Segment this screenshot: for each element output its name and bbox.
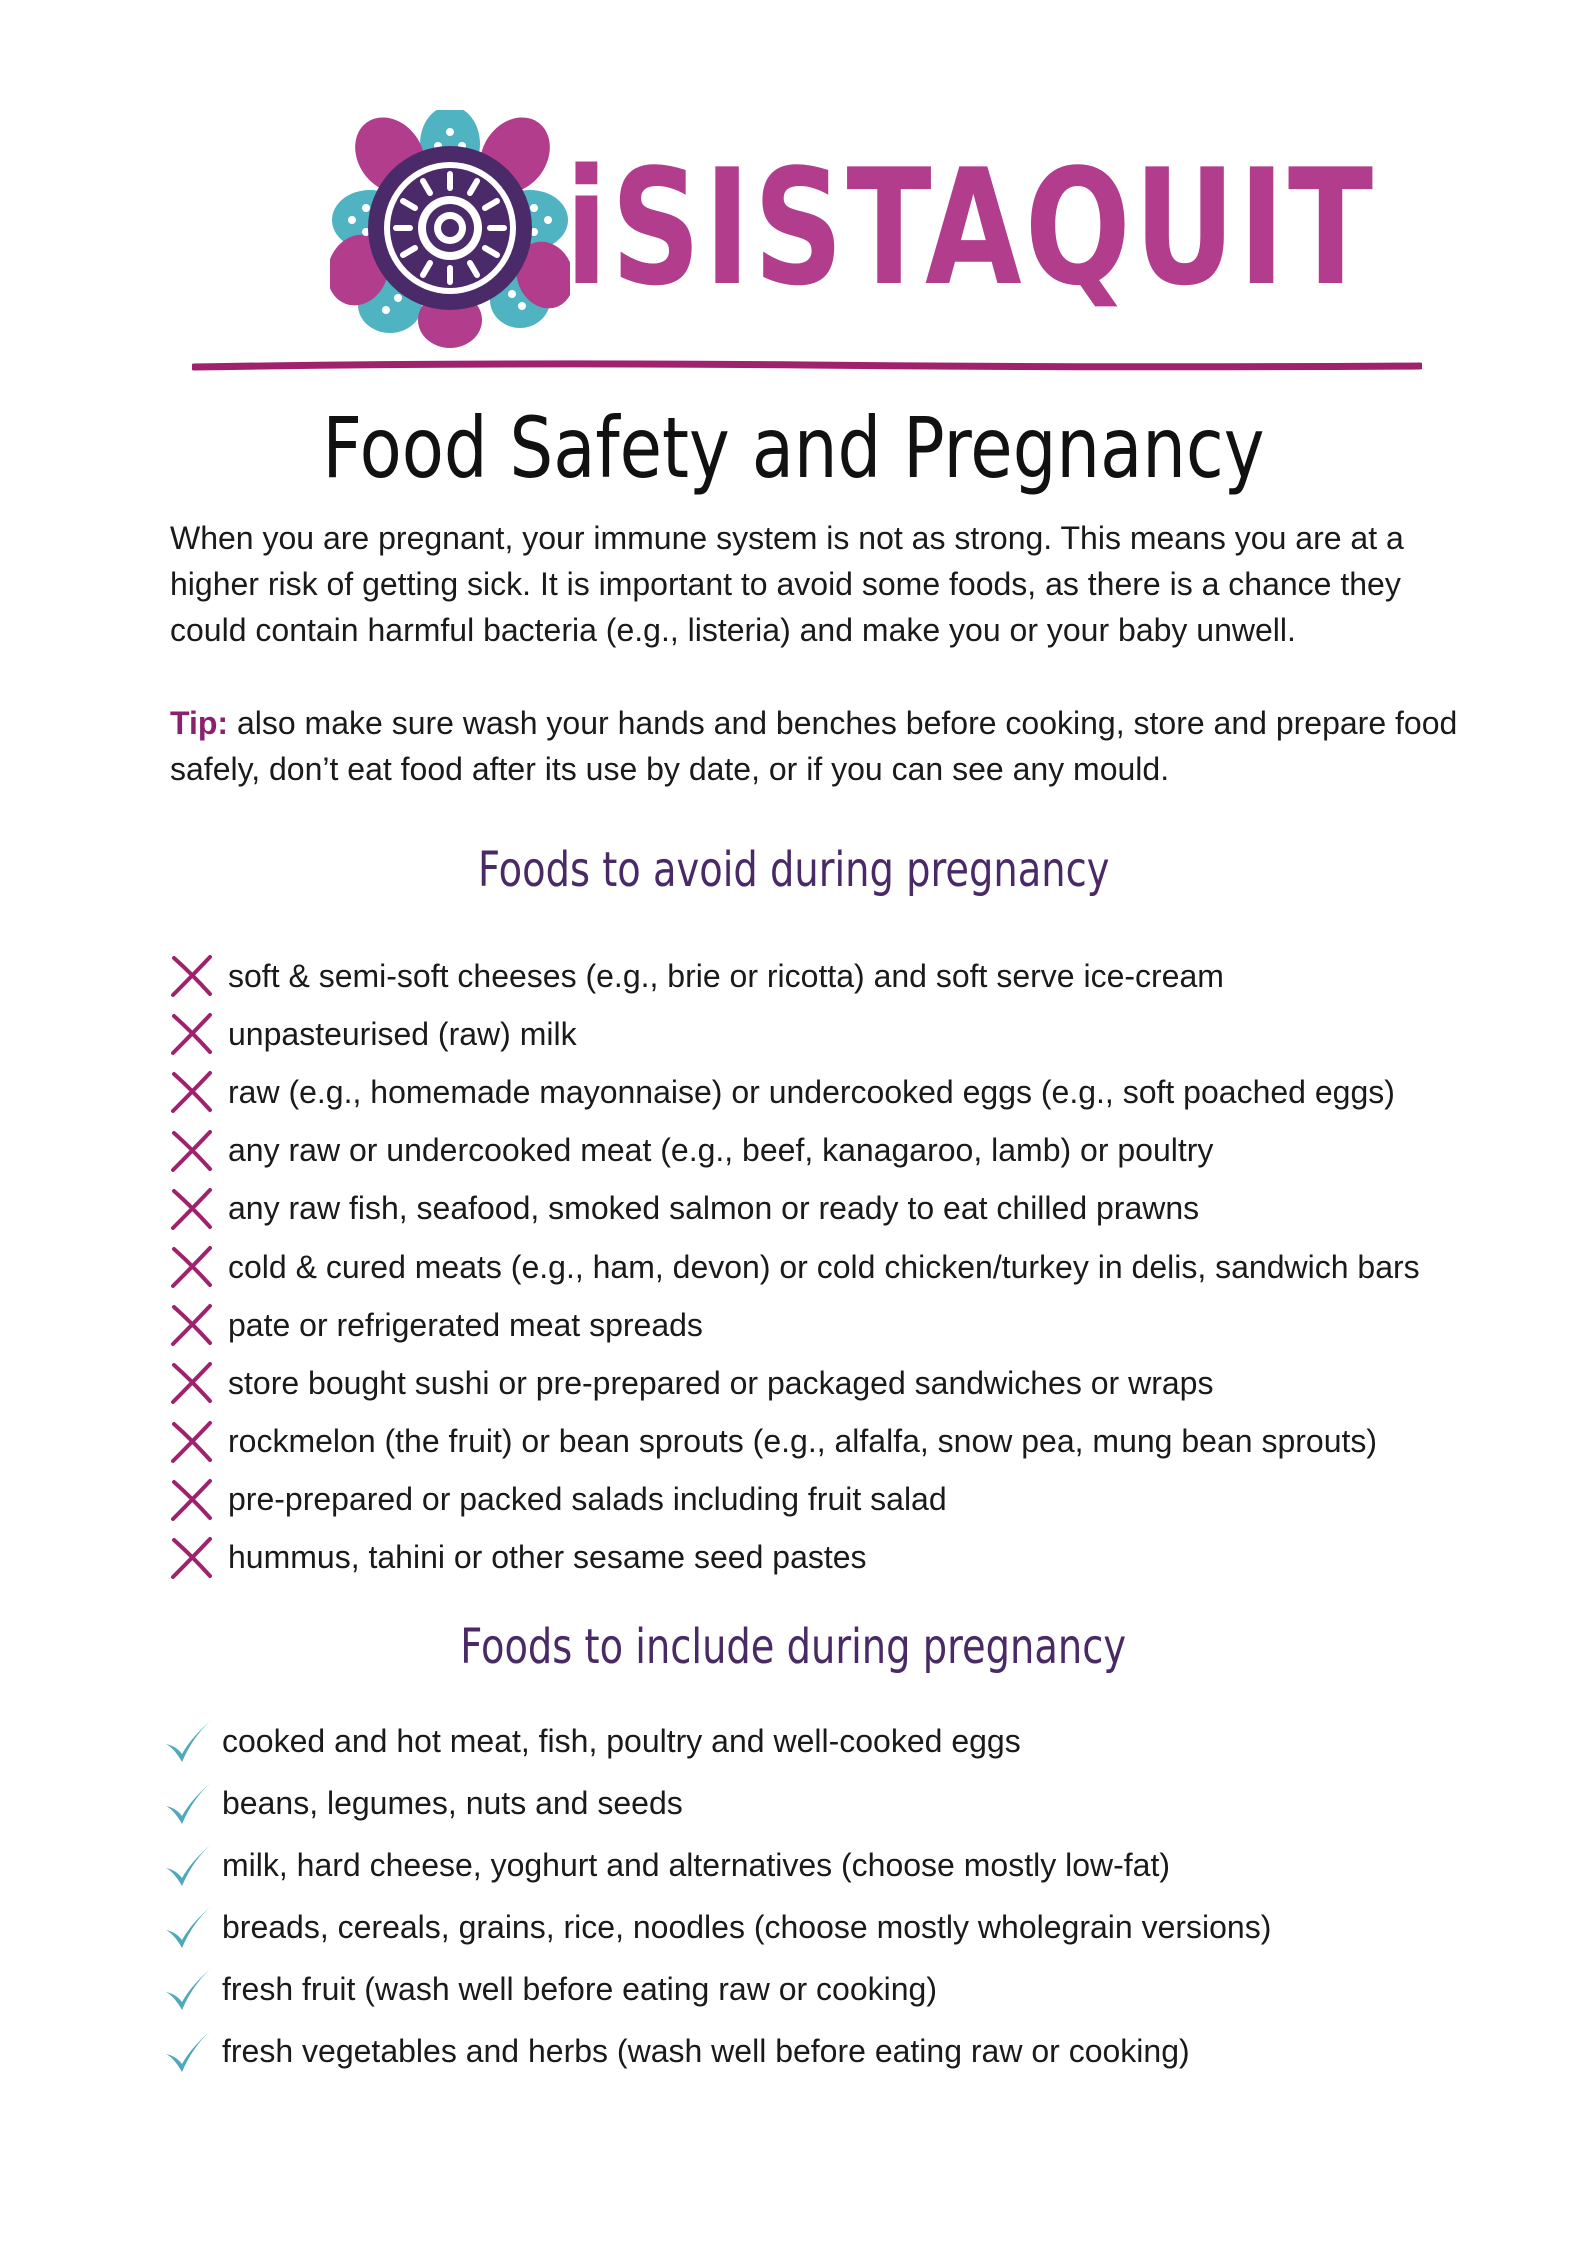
header-divider [192,360,1422,372]
cross-icon [168,1359,216,1407]
avoid-list-item [168,1296,1420,1354]
avoid-list [168,947,1420,1587]
intro-paragraph: When you are pregnant, your immune system is not as strong. This means you are at a higher risk of getting sick. It is important to avoid some foods, as there is a chance they could contain harmful bacteria (e.g., listeria) and make you or your baby unwell. [170,520,1404,648]
avoid-heading-text: Foods to avoid during pregnancy [477,842,1110,898]
include-item-text: cooked and hot meat, fish, poultry and well-cooked eggs [222,1722,1021,1759]
tip-paragraph [170,700,1460,792]
avoid-item-text: any raw fish, seafood, smoked salmon or ready to eat chilled prawns [228,1190,1200,1227]
cross-icon [168,1534,216,1582]
avoid-item-text: raw (e.g., homemade mayonnaise) or undercooked eggs (e.g., soft poached eggs) [228,1073,1395,1110]
check-icon [162,1714,216,1768]
avoid-item-text: unpasteurised (raw) milk [228,1015,577,1052]
avoid-item-text: any raw or undercooked meat (e.g., beef, kanagaroo, lamb) or poultry [228,1132,1214,1169]
flower-logo-icon [330,110,570,350]
include-list-item [162,1958,1271,2020]
isistaquit-wordmark: iSISTAQUIT [565,134,1377,321]
cross-icon [168,1418,216,1466]
check-icon [162,2024,216,2078]
include-list [162,1710,1271,2082]
cross-icon [168,1127,216,1175]
include-list-item [162,1772,1271,1834]
avoid-list-item [168,1122,1420,1180]
avoid-list-item [168,1238,1420,1296]
avoid-list-item [168,947,1420,1005]
include-item-text: milk, hard cheese, yoghurt and alternatives (choose mostly low-fat) [222,1846,1170,1883]
cross-icon [168,1185,216,1233]
avoid-item-text: rockmelon (the fruit) or bean sprouts (e.g., alfalfa, snow pea, mung bean sprouts) [228,1423,1378,1460]
avoid-item-text: pre-prepared or packed salads including fruit salad [228,1481,947,1518]
avoid-list-item [168,1354,1420,1412]
avoid-list-item [168,1063,1420,1121]
avoid-item-text: store bought sushi or pre-prepared or packaged sandwiches or wraps [228,1364,1214,1401]
avoid-item-text: soft & semi-soft cheeses (e.g., brie or ricotta) and soft serve ice-cream [228,957,1224,994]
include-list-item [162,2020,1271,2082]
page-title-text: Food Safety and Pregnancy [322,399,1265,497]
avoid-list-item [168,1413,1420,1471]
isistaquit-logo [330,110,1377,350]
avoid-list-item [168,1471,1420,1529]
check-icon [162,1838,216,1892]
include-list-item [162,1896,1271,1958]
include-item-text: fresh fruit (wash well before eating raw or cooking) [222,1970,937,2007]
tip-label: Tip: [170,705,229,741]
check-icon [162,1962,216,2016]
include-heading [0,1617,1587,1677]
cross-icon [168,1243,216,1291]
check-icon [162,1776,216,1830]
tip-text: also make sure wash your hands and benches before cooking, store and prepare food safely, don’t eat food after its use by date, or if you can see any mould. [170,705,1458,787]
check-icon [162,1900,216,1954]
include-item-text: breads, cereals, grains, rice, noodles (choose mostly wholegrain versions) [222,1908,1272,1945]
cross-icon [168,1068,216,1116]
include-list-item [162,1834,1271,1896]
include-item-text: beans, legumes, nuts and seeds [222,1784,683,1821]
include-list-item [162,1710,1271,1772]
avoid-item-text: hummus, tahini or other sesame seed pastes [228,1539,867,1576]
include-heading-text: Foods to include during pregnancy [460,1619,1127,1675]
avoid-heading [0,840,1587,900]
avoid-list-item [168,1529,1420,1587]
include-item-text: fresh vegetables and herbs (wash well before eating raw or cooking) [222,2032,1190,2069]
page-title [0,398,1587,498]
avoid-item-text: cold & cured meats (e.g., ham, devon) or cold chicken/turkey in delis, sandwich bars [228,1248,1420,1285]
cross-icon [168,1010,216,1058]
cross-icon [168,952,216,1000]
cross-icon [168,1476,216,1524]
cross-icon [168,1301,216,1349]
avoid-list-item [168,1005,1420,1063]
avoid-list-item [168,1180,1420,1238]
avoid-item-text: pate or refrigerated meat spreads [228,1306,703,1343]
